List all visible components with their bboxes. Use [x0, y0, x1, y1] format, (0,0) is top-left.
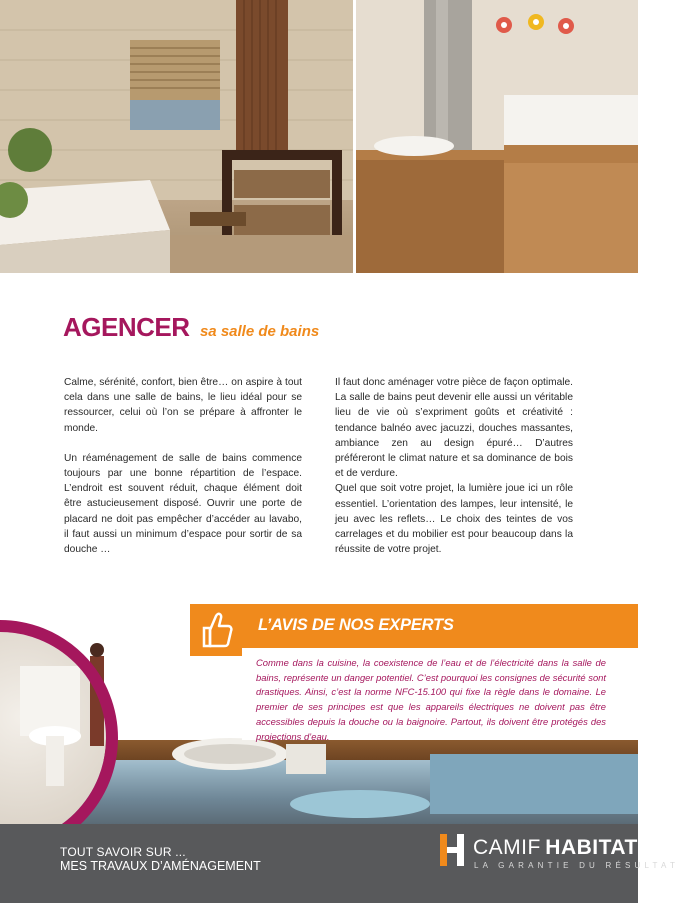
camif-habitat-logo-mark: [440, 834, 464, 866]
experts-title: L’AVIS DE NOS EXPERTS: [258, 616, 454, 634]
intro-column-left: [64, 375, 302, 572]
thumbs-up-icon: [198, 610, 234, 650]
brand-habitat: HABITAT: [545, 836, 638, 859]
intro-paragraph: Quel que soit votre projet, la lumière joue ici un rôle essentiel. L’orientation des lampes, leur intensité, le jeu avec les reflets… Le choix des teintes de vos carrelages et du mobilier est pour beaucoup dans la réussite de votre projet.: [335, 483, 573, 556]
experts-badge: [190, 604, 242, 656]
intro-paragraph: Un réaménagement de salle de bains commence toujours par une bonne répartition de l’espace. L’endroit est souvent réduit, chaque élément doit être astucieusement disposé. Ouvrir une porte de placard ne doit pas empêcher d’accéder au lavabo, il faut aussi un minimum d’espace pour sortir de sa douche …: [64, 452, 302, 556]
intro-column-right: [335, 375, 573, 572]
brand-camif: CAMIF: [473, 836, 541, 859]
brand-tagline: LA GARANTIE DU RÉSULTAT: [474, 861, 679, 870]
bathroom-photo-right-illustration: [354, 0, 638, 273]
bathroom-photo-right: [354, 0, 638, 273]
footer-kicker: TOUT SAVOIR SUR ...: [60, 845, 186, 859]
photo-separator: [353, 0, 356, 273]
footer-heading: MES TRAVAUX D’AMÉNAGEMENT: [60, 859, 261, 873]
intro-paragraph: Il faut donc aménager votre pièce de façon optimale. La salle de bains peut devenir elle aussi un véritable lieu de vie où s’expriment goûts et créativité : tendance balnéo avec jacuzzi, douches massantes, ambiance zen au design épuré… D’autres préféreront le climat nature et sa dominance de bois et de verdure.: [335, 377, 573, 480]
brand-name: [473, 836, 638, 860]
intro-paragraph: Calme, sérénité, confort, bien être… on aspire à tout cela dans une salle de bains, le lieu idéal pour se ressourcer, celui où l’on se prépare à affronter le monde.: [64, 377, 302, 434]
bathroom-photo-left: [0, 0, 354, 273]
title-subtitle: sa salle de bains: [199, 323, 320, 340]
title-main: AGENCER: [63, 312, 190, 342]
bathroom-photo-left-illustration: [0, 0, 354, 273]
page-title: [63, 312, 319, 343]
experts-text: Comme dans la cuisine, la coexistence de l’eau et de l’électricité dans la salle de bains, représente un danger potentiel. C’est pourquoi les consignes de sécurité sont drastiques. Ainsi, c’est la norme NFC-15.100 qui fixe la règle dans le domaine. Le premier de ses principes est que les appareils électriques ne doivent pas être accessibles depuis la douche ou la baignoire. Partout, ils doivent être protégés des projections d’eau.: [256, 657, 606, 742]
top-photo-band: [0, 0, 638, 273]
